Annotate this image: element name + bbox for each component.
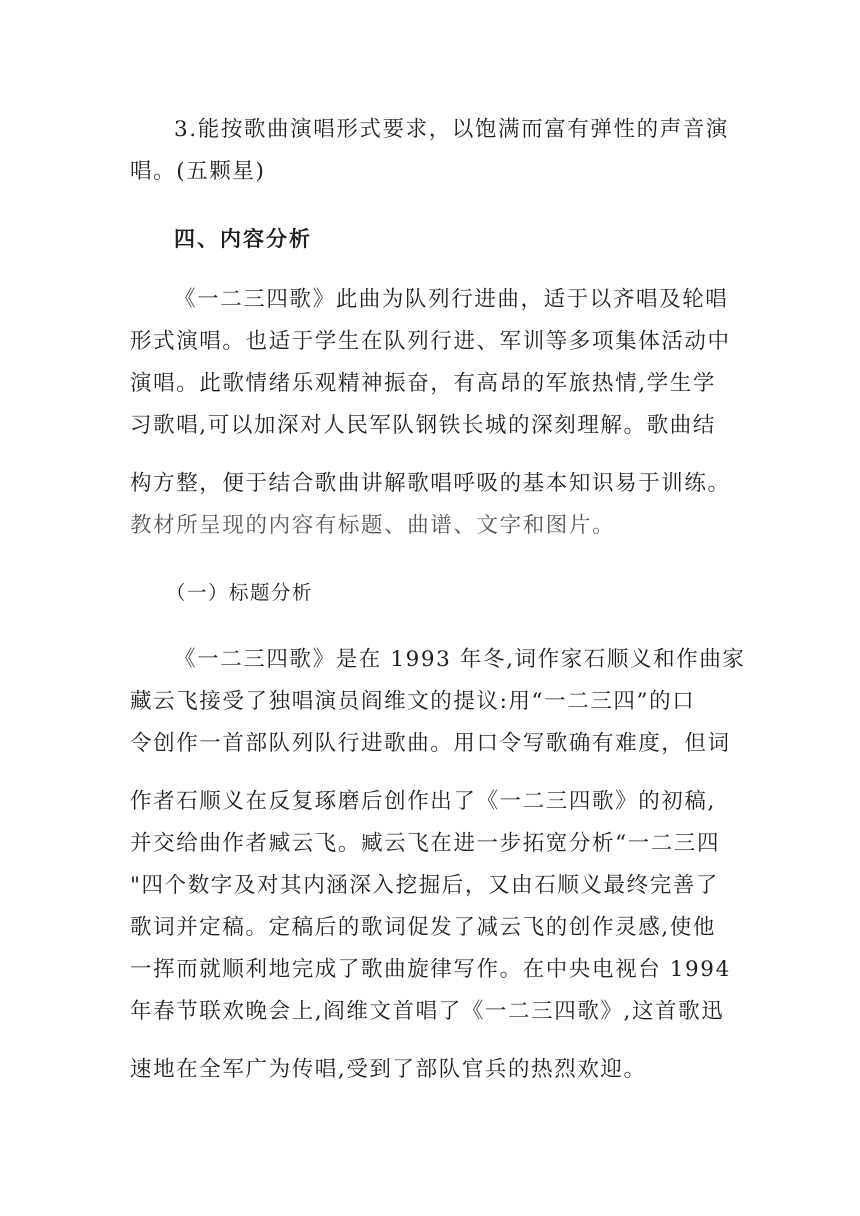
subheading-title-analysis: （一）标题分析	[166, 581, 314, 604]
paragraph2-line-6: "四个数字及对其内涵深入挖掘后，又由石顺义最终完善了	[130, 873, 719, 898]
paragraph2-line-8: 一挥而就顺利地完成了歌曲旋律写作。在中央电视台 1994	[130, 957, 731, 982]
paragraph1-line-1: 《一二三四歌》此曲为队列行进曲，适于以齐唱及轮唱	[174, 287, 729, 312]
paragraph2-line-2: 藏云飞接受了独唱演员阎维文的提议:用“一二三四”的口	[130, 689, 696, 714]
paragraph2-line-10: 速地在全军广为传唱,受到了部队官兵的热烈欢迎。	[130, 1057, 647, 1082]
paragraph2-line-7: 歌词并定稿。定稿后的歌词促发了减云飞的创作灵感,使他	[130, 915, 716, 940]
section-heading-content-analysis: 四、内容分析	[174, 227, 312, 251]
paragraph2-line-1: 《一二三四歌》是在 1993 年冬,词作家石顺义和作曲家	[174, 647, 746, 672]
paragraph1-line-2: 形式演唱。也适于学生在队列行进、军训等多项集体活动中	[130, 329, 731, 354]
section3-line-2: 唱。(五颗星)	[130, 159, 266, 184]
paragraph2-line-5: 并交给曲作者臧云飞。臧云飞在进一步拓宽分析“一二三四	[130, 831, 721, 856]
paragraph1-line-4: 习歌唱,可以加深对人民军队钢铁长城的深刻理解。歌曲结	[130, 413, 716, 438]
paragraph2-line-4: 作者石顺义在反复琢磨后创作出了《一二三四歌》的初稿,	[130, 789, 716, 814]
paragraph1-line-3: 演唱。此歌情绪乐观精神振奋，有高昂的军旅热情,学生学	[130, 371, 716, 396]
paragraph2-line-9: 年春节联欢晚会上,阎维文首唱了《一二三四歌》,这首歌迅	[130, 999, 725, 1024]
section3-line-1: 3.能按歌曲演唱形式要求，以饱满而富有弹性的声音演	[174, 117, 730, 142]
paragraph1-line-5: 构方整，便于结合歌曲讲解歌唱呼吸的基本知识易于训练。	[130, 471, 731, 496]
paragraph1-line-6: 教材所呈现的内容有标题、曲谱、文字和图片。	[130, 513, 616, 538]
paragraph2-line-3: 令创作一首部队列队行进歌曲。用口令写歌确有难度，但词	[130, 731, 731, 756]
